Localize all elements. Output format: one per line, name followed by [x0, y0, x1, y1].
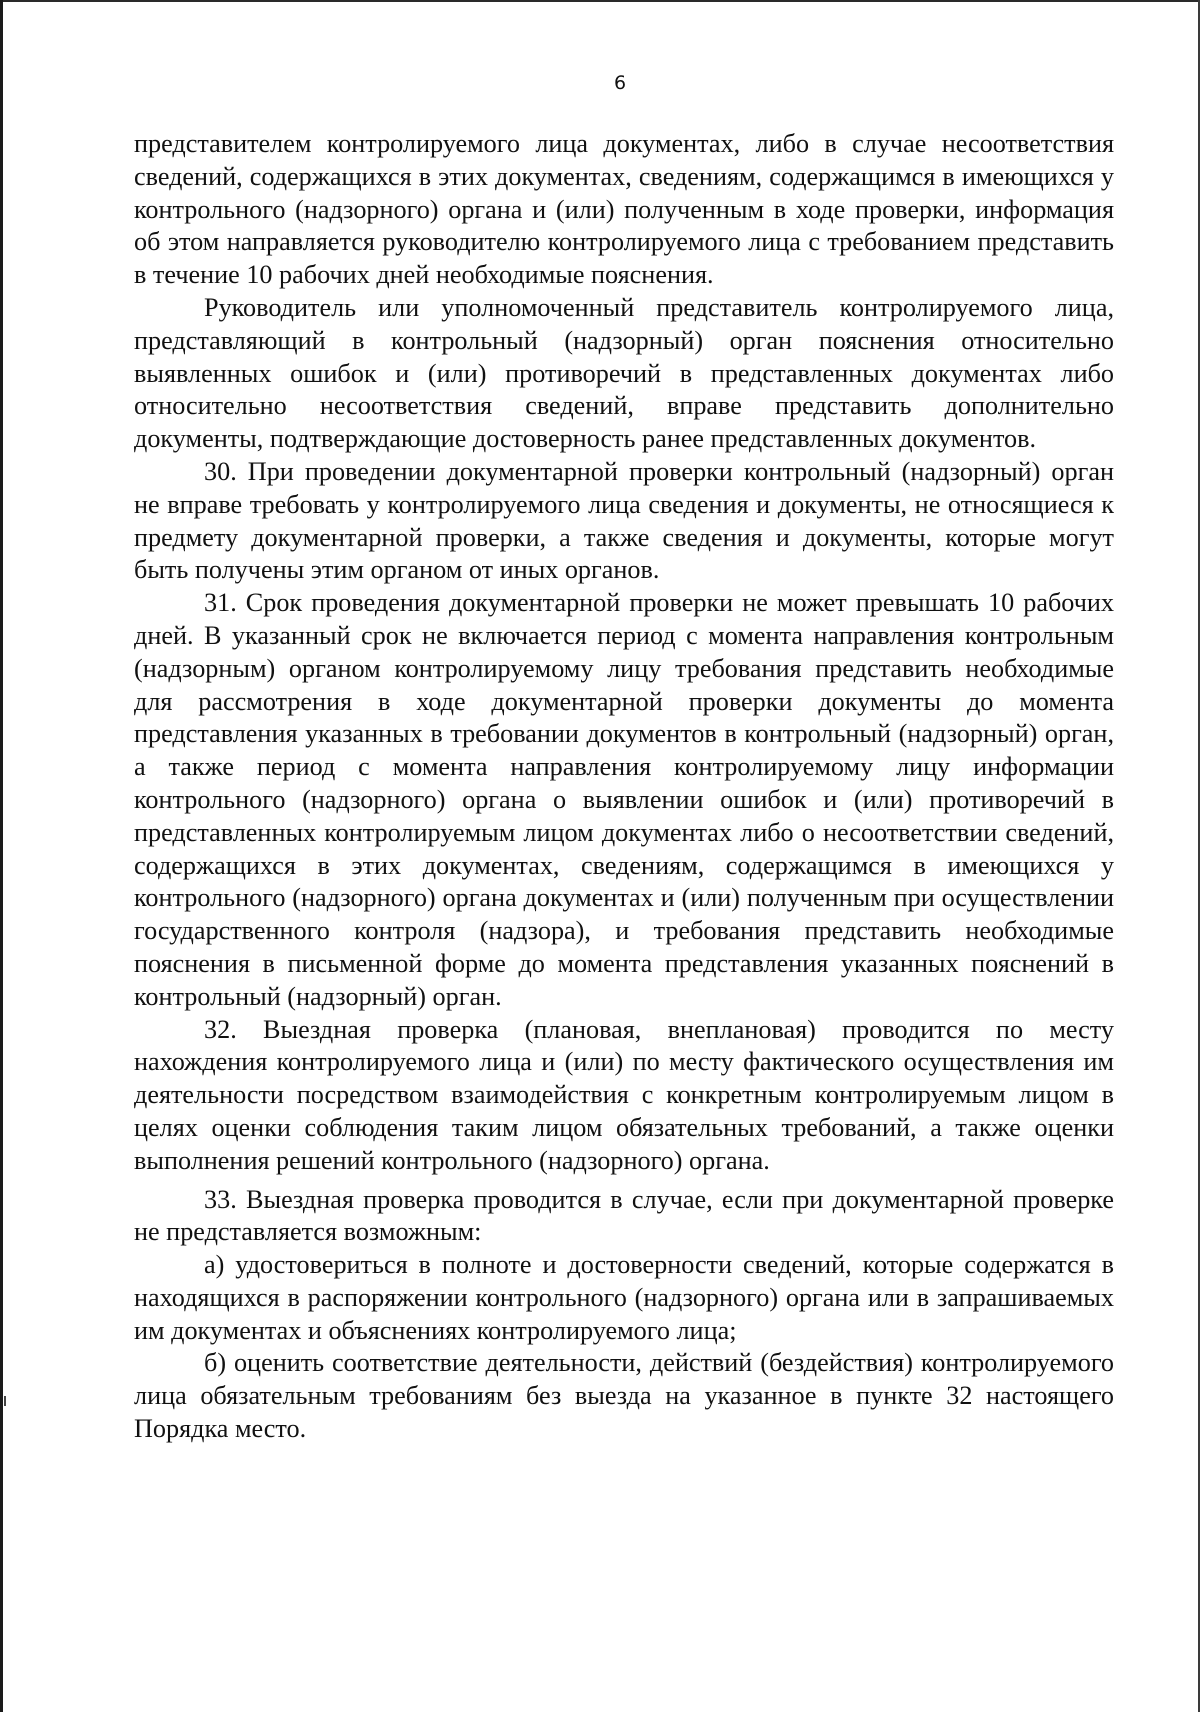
paragraph-33: 33. Выездная проверка проводится в случае, если при документарной проверке не представляется возможным:	[134, 1184, 1114, 1247]
paragraph-continuation: представителем контролируемого лица документах, либо в случае несоответствия сведений, содержащихся в этих документах, сведениям, содержащимся в имеющихся у контрольного (надзорного) органа и (или) полученным в ходе проверки, информация об этом направляется руководителю контролируемого лица с требованием представить в течение 10 рабочих дней необходимые пояснения.	[134, 129, 1114, 290]
document-body	[134, 128, 1114, 1446]
paragraph-30: 30. При проведении документарной проверки контрольный (надзорный) орган не вправе требовать у контролируемого лица сведения и документы, не относящиеся к предмету документарной проверки, а также сведения и документы, которые могут быть получены этим органом от иных органов.	[134, 456, 1114, 585]
scan-speck	[4, 1396, 6, 1406]
scan-edge-top	[0, 0, 1200, 2]
paragraph-31: 31. Срок проведения документарной проверки не может превышать 10 рабочих дней. В указанный срок не включается период с момента направления контрольным (надзорным) органом контролируемому лицу требования представить необходимые для рассмотрения в ходе документарной проверки документы до момента представления указанных в требовании документов в контрольный (надзорный) орган, а также период с момента направления контролируемому лицу информации контрольного (надзорного) органа о выявлении ошибок и (или) противоречий в представленных контролируемым лицом документах либо о несоответствии сведений, содержащихся в этих документах, сведениям, содержащимся в имеющихся у контрольного (надзорного) органа документах и (или) полученным при осуществлении государственного контроля (надзора), и требования представить необходимые пояснения в письменной форме до момента представления указанных пояснений в контрольный (надзорный) орган.	[134, 588, 1114, 1011]
scan-edge-left	[0, 0, 3, 1712]
paragraph-33-a: а) удостовериться в полноте и достоверности сведений, которые содержатся в находящихся в распоряжении контрольного (надзорного) органа или в запрашиваемых им документах и объяснениях контролируемого лица;	[134, 1250, 1114, 1345]
paragraph-33-b: б) оценить соответствие деятельности, действий (бездействия) контролируемого лица обязательным требованиям без выезда на указанное в пункте 32 настоящего Порядка место.	[134, 1348, 1114, 1444]
paragraph-32: 32. Выездная проверка (плановая, внеплановая) проводится по месту нахождения контролируемого лица и (или) по месту фактического осуществления им деятельности посредством взаимодействия с конкретным контролируемым лицом в целях оценки соблюдения таким лицом обязательных требований, а также оценки выполнения решений контрольного (надзорного) органа.	[134, 1014, 1114, 1175]
paragraph-representative: Руководитель или уполномоченный представитель контролируемого лица, представляющий в контрольный (надзорный) орган пояснения относительно выявленных ошибок и (или) противоречий в представленных документах либо относительно несоответствия сведений, вправе представить дополнительно документы, подтверждающие достоверность ранее представленных документов.	[134, 292, 1114, 454]
page-number: 6	[613, 72, 627, 94]
